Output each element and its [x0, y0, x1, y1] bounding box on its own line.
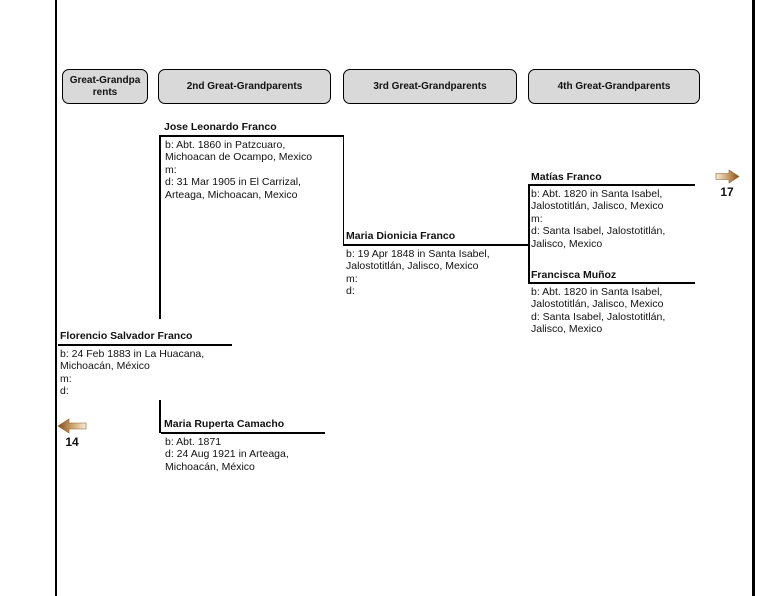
underline-matias — [528, 184, 695, 186]
header-label: Great-Grandpa — [69, 74, 141, 86]
underline-florencio — [58, 344, 232, 346]
nav-next-chart[interactable] — [710, 169, 744, 199]
detail-line: d: — [60, 385, 69, 398]
column-header-great-grandparents — [62, 69, 148, 104]
nav-prev-chart[interactable] — [55, 418, 89, 449]
page-left-border — [55, 0, 57, 596]
detail-line: Michoacán, México — [60, 360, 150, 373]
person-details-florencio — [60, 348, 204, 398]
underline-jose — [159, 135, 344, 137]
detail-line: Jalostotitlán, Jalisco, Mexico — [346, 260, 479, 273]
detail-line: d: Santa Isabel, Jalostotitlán, — [531, 225, 666, 238]
detail-line: d: 24 Aug 1921 in Arteaga, — [165, 448, 289, 461]
detail-line: Jalisco, Mexico — [531, 237, 603, 250]
detail-line: m: — [60, 372, 72, 385]
connector-parents-of-florencio-upper — [159, 135, 161, 319]
detail-line: b: Abt. 1820 in Santa Isabel, — [531, 286, 663, 298]
person-name-maria-ruperta-camacho: Maria Ruperta Camacho — [164, 418, 285, 430]
detail-line: Jalisco, Mexico — [531, 323, 603, 336]
person-details-matias — [531, 188, 665, 250]
person-name-jose-leonardo-franco: Jose Leonardo Franco — [164, 121, 277, 133]
person-details-jose — [165, 139, 312, 201]
detail-line: m: — [165, 163, 177, 176]
detail-line: Jalostotitlán, Jalisco, Mexico — [531, 298, 664, 311]
underline-dionicia — [343, 244, 530, 246]
header-label: 4th Great-Grandparents — [557, 80, 671, 92]
header-label: 2nd Great-Grandparents — [186, 80, 303, 92]
header-label: 3rd Great-Grandparents — [373, 80, 487, 92]
nav-next-chart-number: 17 — [720, 185, 734, 199]
detail-line: m: — [531, 212, 543, 225]
detail-line: d: 31 Mar 1905 in El Carrizal, — [165, 176, 301, 189]
detail-line: Jalostotitlán, Jalisco, Mexico — [531, 200, 664, 213]
column-header-3rd-great-grandparents — [343, 69, 517, 104]
person-details-dionicia — [346, 248, 490, 298]
detail-line: b: Abt. 1860 in Patzcuaro, — [165, 139, 286, 151]
underline-ruperta — [161, 432, 325, 434]
person-name-matias-franco: Matías Franco — [531, 171, 602, 183]
person-name-francisca-munoz: Francisca Muñoz — [531, 269, 617, 281]
detail-line: b: 24 Feb 1883 in La Huacana, — [60, 348, 205, 360]
arrow-right-icon — [715, 169, 740, 184]
connector-parents-of-dionicia — [528, 184, 530, 284]
header-label: rents — [92, 86, 118, 98]
person-name-florencio-salvador-franco: Florencio Salvador Franco — [60, 330, 193, 342]
arrow-left-icon — [57, 418, 87, 434]
column-header-4th-great-grandparents — [528, 69, 700, 104]
detail-line: b: Abt. 1820 in Santa Isabel, — [531, 188, 663, 200]
detail-line: b: 19 Apr 1848 in Santa Isabel, — [346, 248, 490, 260]
nav-prev-chart-number: 14 — [65, 435, 79, 449]
detail-line: d: — [346, 285, 355, 298]
detail-line: m: — [346, 272, 358, 285]
person-details-ruperta — [165, 436, 289, 473]
detail-line: Arteaga, Michoacan, Mexico — [165, 188, 298, 201]
detail-line: Michoacan de Ocampo, Mexico — [165, 151, 313, 164]
person-name-maria-dionicia-franco: Maria Dionicia Franco — [346, 230, 456, 242]
page-right-border — [752, 0, 755, 596]
detail-line: Michoacán, México — [165, 460, 255, 473]
connector-parent-of-jose — [343, 135, 345, 246]
column-header-2nd-great-grandparents — [158, 69, 331, 104]
connector-parents-of-florencio-lower — [159, 400, 161, 433]
person-details-francisca — [531, 286, 665, 336]
underline-francisca — [528, 282, 695, 284]
detail-line: b: Abt. 1871 — [165, 436, 222, 448]
detail-line: d: Santa Isabel, Jalostotitlán, — [531, 310, 666, 323]
